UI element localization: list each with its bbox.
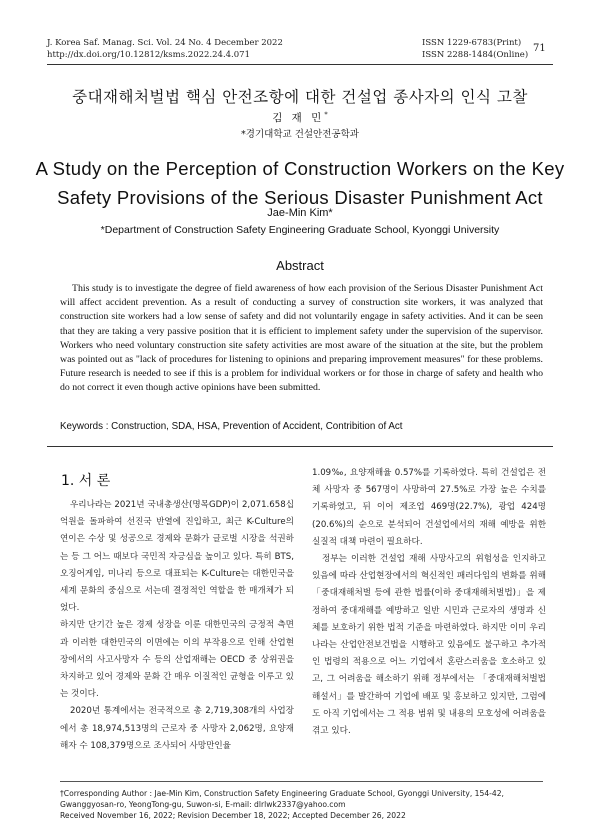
footnote xyxy=(60,788,543,821)
page-number: 71 xyxy=(533,43,546,54)
abstract-rule xyxy=(47,446,553,447)
section-heading: 1. 서 론 xyxy=(61,473,111,489)
running-header-left xyxy=(47,38,283,61)
issn-online: ISSN 2288-1484(Online) xyxy=(422,49,529,60)
abstract-heading: Abstract xyxy=(276,258,324,273)
korean-title: 중대재해처벌법 핵심 안전조항에 대한 건설업 종사자의 인식 고찰 xyxy=(72,88,528,106)
body-paragraph: 우리나라는 2021년 국내총생산(명목GDP)이 2,071.658십억원을 돌파하여 선진국 반열에 진입하고, 최근 K-Culture의 연이은 수상 및 성공으로 경제와 문화가 글로벌 시장을 석권하는 등 그 어느 때보다 국민적 자긍심을 높이고 있다. 특히 BTS, 오징어게임, 미나리 등으로 대표되는 K-Culture는 대한민국을 세계 문화의 중심으로 서는데 결정적인 역할을 한 매개체가 되었다. xyxy=(60,500,294,614)
korean-author-name: 김 재 민 xyxy=(272,112,325,124)
body-paragraph: 2020년 통계에서는 전국적으로 총 2,719,308개의 사업장에서 총 18,974,513명의 근로자 중 사망자 2,062명, 요양재해자 수 108,379명으로 조사되어 사망만인율 xyxy=(60,706,294,751)
doi-link[interactable]: http://dx.doi.org/10.12812/ksms.2022.24.4.071 xyxy=(47,49,250,60)
left-column xyxy=(60,497,294,755)
korean-author xyxy=(0,110,600,125)
english-affiliation: *Department of Construction Safety Engineering Graduate School, Kyonggi University xyxy=(100,224,500,236)
header-rule xyxy=(47,64,553,65)
english-title xyxy=(0,154,600,212)
keywords: Keywords : Construction, SDA, HSA, Prevention of Accident, Contribition of Act xyxy=(60,421,403,432)
body-paragraph: 정부는 이러한 건설업 재해 사망사고의 위험성을 인지하고 있음에 따라 산업현장에서의 혁신적인 패러다임의 변화를 위해 「중대재해처벌 등에 관한 법률(이하 중대재해처벌법)」을 제정하여 중대재해를 예방하고 일반 시민과 근로자의 생명과 신체를 보호하기 위한 법적 기준을 마련하였다. 하지만 이미 우리나라는 산업안전보건법을 시행하고 있음에도 불구하고 추가적인 법령의 적용으로 어느 기업에서 혼란스러움을 호소하고 있고, 그 어려움을 해소하기 위해 정부에서는 「중대재해처벌법 해설서」를 발간하여 기업에 배포 및 홍보하고 있지만, 그럼에도 아직 기업에서는 그 적용 범위 및 내용의 모호성에 어려움을 겪고 있다. xyxy=(312,554,546,737)
running-header-right xyxy=(422,38,528,61)
footnote-rule xyxy=(60,781,543,782)
issn-print: ISSN 1229-6783(Print) xyxy=(422,38,522,48)
abstract-body: This study is to investigate the degree of field awareness of how each provision of the Serious Disaster Punishment Act will affect accident prevention. As a result of conducting a survey of construction site workers, it was analyzed that construction site workers had a low sense of safety and did not voluntarily engage in safety activities. And it can be seen that they are taking a very passive position that it is efficient to implement safety under the supervision of the supervisor. Workers who need voluntary construction site safety activities are most aware of the situation at the site, but the problem was pointed out as "lack of procedures for listening to opinions and preparing improvement measures" for these problems. Future research is needed to see if this is a problem for individual workers or for those in charge of safety and health who do not correct it even though active opinions have been submitted. xyxy=(60,283,543,394)
journal-citation: J. Korea Saf. Manag. Sci. Vol. 24 No. 4 December 2022 xyxy=(47,38,283,48)
english-title-line-2: Safety Provisions of the Serious Disaster Punishment Act xyxy=(57,187,543,208)
english-author: Jae-Min Kim* xyxy=(267,207,333,219)
corresponding-author-note: †Corresponding Author : Jae-Min Kim, Construction Safety Engineering Graduate School, Gyonggi University, 154-42, Gwanggyosan-ro, YeongTong-gu, Suwon-si, E-mail: dlrlwk2337@yahoo.com xyxy=(60,789,504,809)
korean-author-mark: * xyxy=(324,110,328,119)
received-dates: Received November 16, 2022; Revision December 18, 2022; Accepted December 26, 2022 xyxy=(60,811,406,820)
body-paragraph: 1.09‰, 요양재해율 0.57%를 기록하였다. 특히 건설업은 전체 사망자 중 567명이 사망하여 27.5%로 가장 높은 수치를 기록하였고, 뒤 이어 제조업 469명(22.7%), 광업 424명(20.6%)의 순으로 분석되어 건설업에서의 재해 예방을 위한 실질적 대책 마련이 필요하다. xyxy=(312,468,546,547)
english-title-line-1: A Study on the Perception of Construction Workers on the Key xyxy=(35,158,565,179)
body-paragraph: 하지만 단기간 높은 경제 성장을 이룬 대한민국의 긍정적 측면과 이러한 대한민국의 이면에는 이의 부작용으로 인해 산업현장에서의 사고사망자 수 등의 산업재해는 OECD 중 상위권을 차지하고 있어 경제와 문화 간 매우 이질적인 균형을 이루고 있는 것이다. xyxy=(60,620,294,700)
right-column xyxy=(312,465,546,740)
korean-affiliation: *경기대학교 건설안전공학과 xyxy=(241,129,359,140)
